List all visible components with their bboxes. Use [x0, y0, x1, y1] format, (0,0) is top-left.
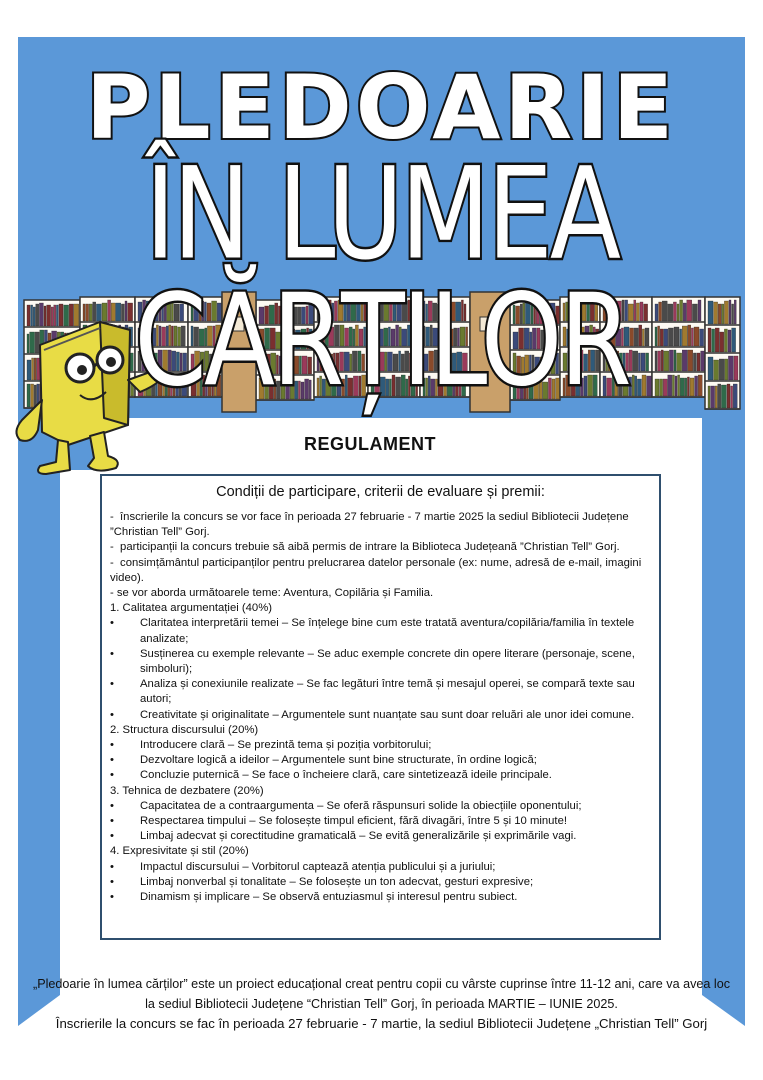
footer-text	[30, 974, 733, 1034]
criteria-bullet	[110, 890, 655, 905]
bullet-text: Susținerea cu exemple relevante – Se aduc exemple concrete din opere literare (personaje, scene, simboluri);	[140, 647, 635, 676]
bullet-text: Introducere clară – Se prezintă tema și poziția vorbitorului;	[140, 739, 432, 752]
bullet-text: Claritatea interpretării temei – Se înțelege bine cum este tratată aventura/copilăria/familia în textele analizate;	[140, 617, 635, 645]
regulament-heading: REGULAMENT	[304, 434, 436, 454]
footer-line-2: la sediul Bibliotecii Județene “Christian Tell” Gorj, în perioada MARTIE – IUNIE 2025.	[145, 997, 618, 1011]
condition-line: - înscrierile la concurs se vor face în perioada 27 februarie - 7 martie 2025 la sediul Bibliotecii Județene ”Christian Tell” Gorj.	[110, 511, 632, 539]
bullet-icon: •	[110, 647, 114, 660]
bullet-text: Impactul discursului – Vorbitorul captează atenția publicului și a juriului;	[140, 860, 496, 873]
criteria-bullet	[110, 799, 655, 814]
condition-line: 3. Tehnica de dezbatere (20%)	[110, 784, 264, 797]
title-line-2: ÎN LUMEA CĂRȚILOR	[134, 139, 629, 415]
footer-line-1: „Pledoarie în lumea cărților” este un proiect educațional creat pentru copii cu vârste cuprinse între 11-12 ani, care va avea loc	[33, 977, 730, 991]
bullet-icon: •	[110, 708, 114, 721]
bullet-text: Concluzie puternică – Se face o încheiere clară, care sintetizează ideile principale.	[140, 769, 552, 782]
condition-line: - consimțământul participanților pentru prelucrarea datelor personale (ex: nume, adresă de e-mail, imagini video).	[110, 556, 645, 584]
bullet-text: Dinamism și implicare – Se observă entuziasmul și interesul pentru subiect.	[140, 891, 518, 904]
title-line-1: PLEDOARIE	[86, 56, 677, 159]
bullet-icon: •	[110, 830, 114, 843]
criteria-bullet	[110, 738, 655, 753]
condition-line: 2. Structura discursului (20%)	[110, 723, 259, 736]
bullet-icon: •	[110, 754, 114, 767]
bullet-text: Creativitate și originalitate – Argumentele sunt nuanțate sau sunt doar reluări ale unor idei comune.	[140, 708, 635, 721]
condition-line: - se vor aborda următoarele teme: Aventura, Copilăria și Familia.	[110, 587, 434, 600]
criteria-bullet	[110, 708, 655, 723]
footer-line-3: Înscrierile la concurs se fac în perioada 27 februarie - 7 martie, la sediul Bibliotecii Județene „Christian Tell” Gorj	[55, 1016, 708, 1031]
bullet-text: Limbaj adecvat și corectitudine gramaticală – Se evită generalizările și exprimările vagi.	[140, 830, 577, 843]
bullet-icon: •	[110, 739, 114, 752]
conditions-list	[110, 510, 655, 905]
criteria-bullet	[110, 814, 655, 829]
criteria-bullet	[110, 647, 655, 677]
condition-line: - participanții la concurs trebuie să aibă permis de intrare la Biblioteca Județeană ”Christian Tell” Gorj.	[110, 541, 620, 554]
bullet-icon: •	[110, 769, 114, 782]
criteria-bullet	[110, 753, 655, 768]
criteria-bullet	[110, 875, 655, 890]
bullet-icon: •	[110, 799, 114, 812]
criteria-bullet	[110, 829, 655, 844]
criteria-bullet	[110, 677, 655, 707]
bullet-text: Limbaj nonverbal și tonalitate – Se folosește un ton adecvat, gesturi expresive;	[140, 875, 534, 888]
bullet-text: Dezvoltare logică a ideilor – Argumentele sunt bine structurate, în ordine logică;	[140, 754, 537, 767]
criteria-bullet	[110, 860, 655, 875]
bullet-text: Respectarea timpului – Se folosește timpul eficient, fără divagări, între 5 și 10 minute!	[140, 815, 567, 828]
criteria-bullet	[110, 768, 655, 783]
bullet-icon: •	[110, 875, 114, 888]
condition-line: 1. Calitatea argumentației (40%)	[110, 602, 273, 615]
condition-line: 4. Expresivitate și stil (20%)	[110, 845, 249, 858]
bullet-text: Capacitatea de a contraargumenta – Se oferă răspunsuri solide la obiecțiile oponentului;	[140, 799, 582, 812]
bullet-icon: •	[110, 815, 114, 828]
bullet-icon: •	[110, 860, 114, 873]
bullet-icon: •	[110, 678, 114, 691]
conditions-box	[100, 474, 661, 940]
bullet-text: Analiza și conexiunile realizate – Se fac legături între temă și mesajul operei, se compară texte sau autori;	[140, 678, 635, 706]
criteria-bullet	[110, 616, 655, 646]
bullet-icon: •	[110, 891, 114, 904]
bullet-icon: •	[110, 617, 114, 630]
conditions-title: Condiții de participare, criterii de evaluare și premii:	[216, 484, 545, 500]
